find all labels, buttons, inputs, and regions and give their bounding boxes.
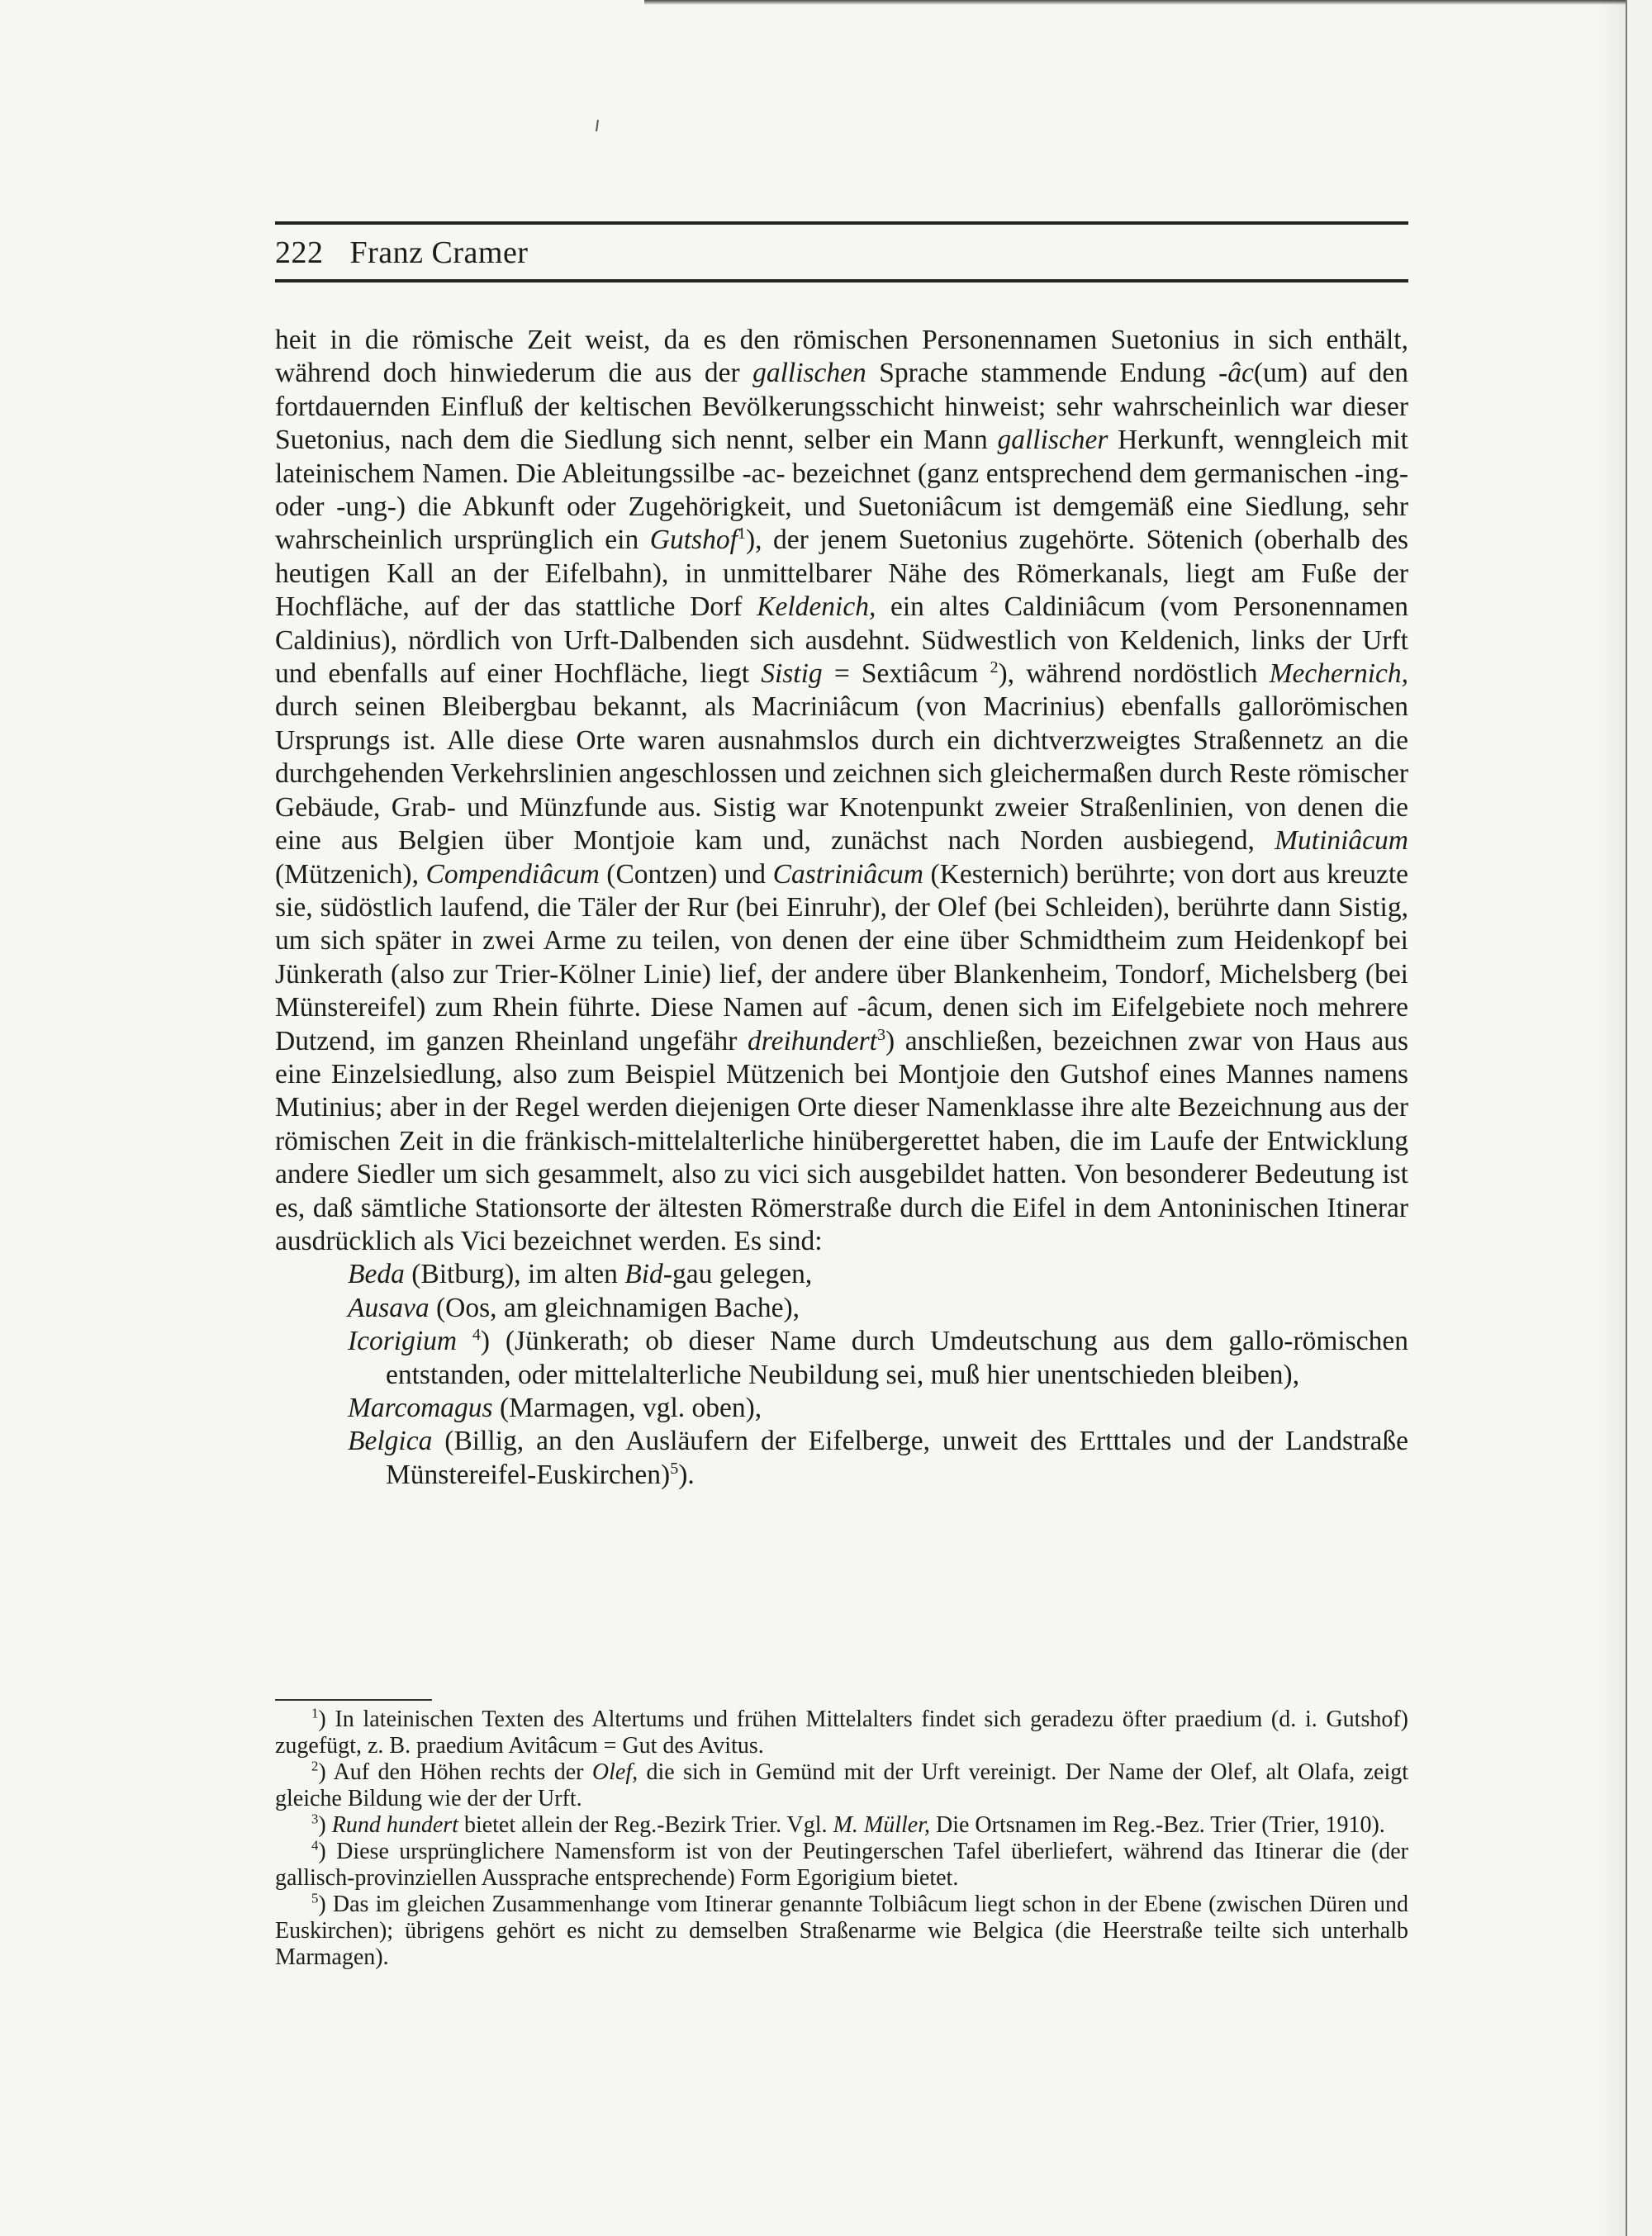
footnote-ref: 4: [311, 1837, 319, 1854]
italic-term: Rund hundert: [331, 1812, 458, 1838]
italic-term: Marcomagus: [348, 1393, 493, 1423]
italic-term: gallischen: [752, 358, 866, 389]
footnote-ref: 5: [311, 1890, 319, 1906]
footnote-ref: 2: [990, 658, 999, 676]
italic-term: Keldenich,: [757, 591, 876, 623]
footnote-ref: 4: [472, 1326, 481, 1345]
italic-term: Olef,: [591, 1759, 638, 1785]
italic-term: Compendiâcum: [425, 858, 600, 890]
list-item: Belgica (Billig, an den Ausläufern der Eifelberge, unweit des Ertttales und der Landstraße Münstereifel-Euskirchen)$^5$).: [348, 1426, 1408, 1490]
list-item: Ausava (Oos, am gleichnamigen Bache),: [348, 1292, 800, 1323]
italic-term: gallischer: [997, 425, 1108, 456]
italic-term: Mechernich,: [1269, 658, 1408, 690]
running-head: [275, 233, 528, 273]
italic-term: M. Müller,: [833, 1812, 930, 1838]
footnote-ref: 2: [311, 1758, 319, 1774]
italic-term: Bid: [624, 1259, 663, 1290]
paragraph: heit in die römische Zeit weist, da es den römischen Personennamen Suetonius in sich enthält, während doch hinwiederum die aus der gallischen Sprache stammende Endung -âc(um) auf den fortdauernden Einfluß der keltischen Bevölkerungsschicht hinweist; sehr wahrscheinlich war dieser Suetonius, nach dem die Siedlung sich nennt, selber ein Mann gallischer Herkunft, wenngleich mit lateinischem Namen. Die Ableitungssilbe -ac- bezeichnet (ganz entsprechend dem germanischen -ing- oder -ung-) die Abkunft oder Zugehörigkeit, und Suetoniâcum ist demgemäß eine Siedlung, sehr wahrscheinlich ursprünglich ein Gutshof$^1$), der jenem Suetonius zugehörte. Sötenich (oberhalb des heutigen Kall an der Eifelbahn), in unmittelbarer Nähe des Römerkanals, liegt am Fuße der Hochfläche, auf der das stattliche Dorf Keldenich, ein altes Caldiniâcum (vom Personennamen Caldinius), nördlich von Urft-Dalbenden sich ausdehnt. Südwestlich von Keldenich, links der Urft und ebenfalls auf einer Hochfläche, liegt Sistig = Sextiâcum $^2$), während nordöstlich Mechernich, durch seinen Bleibergbau bekannt, als Macriniâcum (von Macrinius) ebenfalls gallorömischen Ursprungs ist. Alle diese Orte waren ausnahmslos durch ein dichtverzweigtes Straßennetz an die durchgehenden Verkehrslinien angeschlossen und zeichnen sich gleichermaßen durch Reste römischer Gebäude, Grab- und Münzfunde aus. Sistig war Knotenpunkt zweier Straßenlinien, von denen die eine aus Belgien über Montjoie kam und, zunächst nach Norden ausbiegend, Mutiniâcum (Mützenich), Compendiâcum (Contzen) und Castriniâcum (Kesternich) berührte; von dort aus kreuzte sie, südöstlich laufend, die Täler der Rur (bei Einruhr), der Olef (bei Schleiden), berührte dann Sistig, um sich später in zwei Arme zu teilen, von denen der eine über Schmidtheim zum Heidenkopf bei Jünkerath (also zur Trier-Kölner Linie) lief, der andere über Blankenheim, Tondorf, Michelsberg (bei Münstereifel) zum Rhein führte. Diese Namen auf -âcum, denen sich im Eifelgebiete noch mehrere Dutzend, im ganzen Rheinland ungefähr dreihundert$^3$) anschließen, bezeichnen zwar von Haus aus eine Einzelsiedlung, also zum Beispiel Mützenich bei Montjoie den Gutshof eines Mannes namens Mutinius; aber in der Regel werden diejenigen Orte dieser Namenklasse ihre alte Bezeichnung aus der römischen Zeit in die fränkisch-mittelalterliche hinübergerettet haben, die im Laufe der Entwicklung andere Siedler um sich gesammelt, also zu vici sich ausgebildet hatten. Von besonderer Bedeutung ist es, daß sämtliche Stationsorte der ältesten Römerstraße durch die Eifel in dem Antoninischen Itinerar ausdrücklich als Vici bezeichnet werden. Es sind:: [275, 325, 1409, 1256]
italic-term: dreihundert: [748, 1025, 877, 1056]
footnote-ref: 5: [670, 1459, 679, 1478]
italic-term: âc: [1227, 358, 1254, 389]
italic-term: Gutshof: [649, 525, 738, 556]
footnote: $^1$) In lateinischen Texten des Altertums und frühen Mittelalters findet sich geradezu öfter praedium (d. i. Gutshof) zugefügt, z. B. praedium Avitâcum = Gut des Avitus.: [275, 1705, 1408, 1759]
italic-term: Belgica: [348, 1426, 433, 1457]
header-rule-top: [275, 221, 1408, 225]
stray-ink-mark: [596, 120, 599, 131]
body-text: [275, 324, 1408, 1492]
footnote: $^4$) Diese ursprünglichere Namensform ist von der Peutingerschen Tafel überliefert, während das Itinerar die (der gallisch-provinziellen Aussprache entsprechende) Form Egorigium bietet.: [275, 1837, 1408, 1891]
adjacent-page-strip: [1627, 0, 1652, 2236]
footnote-ref: 3: [311, 1811, 319, 1827]
header-rule-bottom: [275, 279, 1408, 282]
italic-term: Castriniâcum: [772, 858, 923, 890]
italic-term: Mutiniâcum: [1275, 825, 1408, 857]
author-name: Franz Cramer: [349, 235, 529, 270]
italic-term: Icorigium: [348, 1326, 458, 1357]
vici-list: [275, 1258, 1408, 1492]
footnote: $^3$) Rund hundert bietet allein der Reg.-Bezirk Trier. Vgl. M. Müller, Die Ortsnamen im Reg.-Bez. Trier (Trier, 1910).: [311, 1811, 1385, 1838]
italic-term: Beda: [348, 1259, 405, 1290]
italic-term: Sistig: [761, 658, 823, 690]
footnote: $^5$) Das im gleichen Zusammenhange vom Itinerar genannte Tolbiâcum liegt schon in der Ebene (zwischen Düren und Euskirchen); übrigens gehört es nicht zu demselben Straßenarme wie Belgica (die Heerstraße teilte sich unterhalb Marmagen).: [275, 1890, 1408, 1970]
page-edge-shade: [1598, 0, 1626, 2236]
footnote-ref: 3: [876, 1025, 886, 1044]
italic-term: Ausava: [348, 1292, 430, 1323]
footnote-ref: 1: [311, 1705, 319, 1721]
page-number: 222: [275, 235, 324, 270]
scan-top-shadow: [644, 0, 1635, 5]
list-item: Icorigium $^4$) (Jünkerath; ob dieser Name durch Umdeutschung aus dem gallo-römischen entstanden, oder mittelalterliche Neubildung sei, muß hier unentschieden bleiben),: [348, 1326, 1409, 1390]
footnote-separator: [275, 1699, 432, 1701]
footnote: $^2$) Auf den Höhen rechts der Olef, die sich in Gemünd mit der Urft vereinigt. Der Name der Olef, alt Olafa, zeigt gleiche Bildung wie der der Urft.: [275, 1758, 1409, 1811]
list-item: Beda (Bitburg), im alten Bid-gau gelegen,: [348, 1259, 813, 1290]
list-item: Marcomagus (Marmagen, vgl. oben),: [348, 1393, 762, 1423]
footnotes: [275, 1707, 1408, 1971]
footnote-ref: 1: [737, 525, 746, 544]
